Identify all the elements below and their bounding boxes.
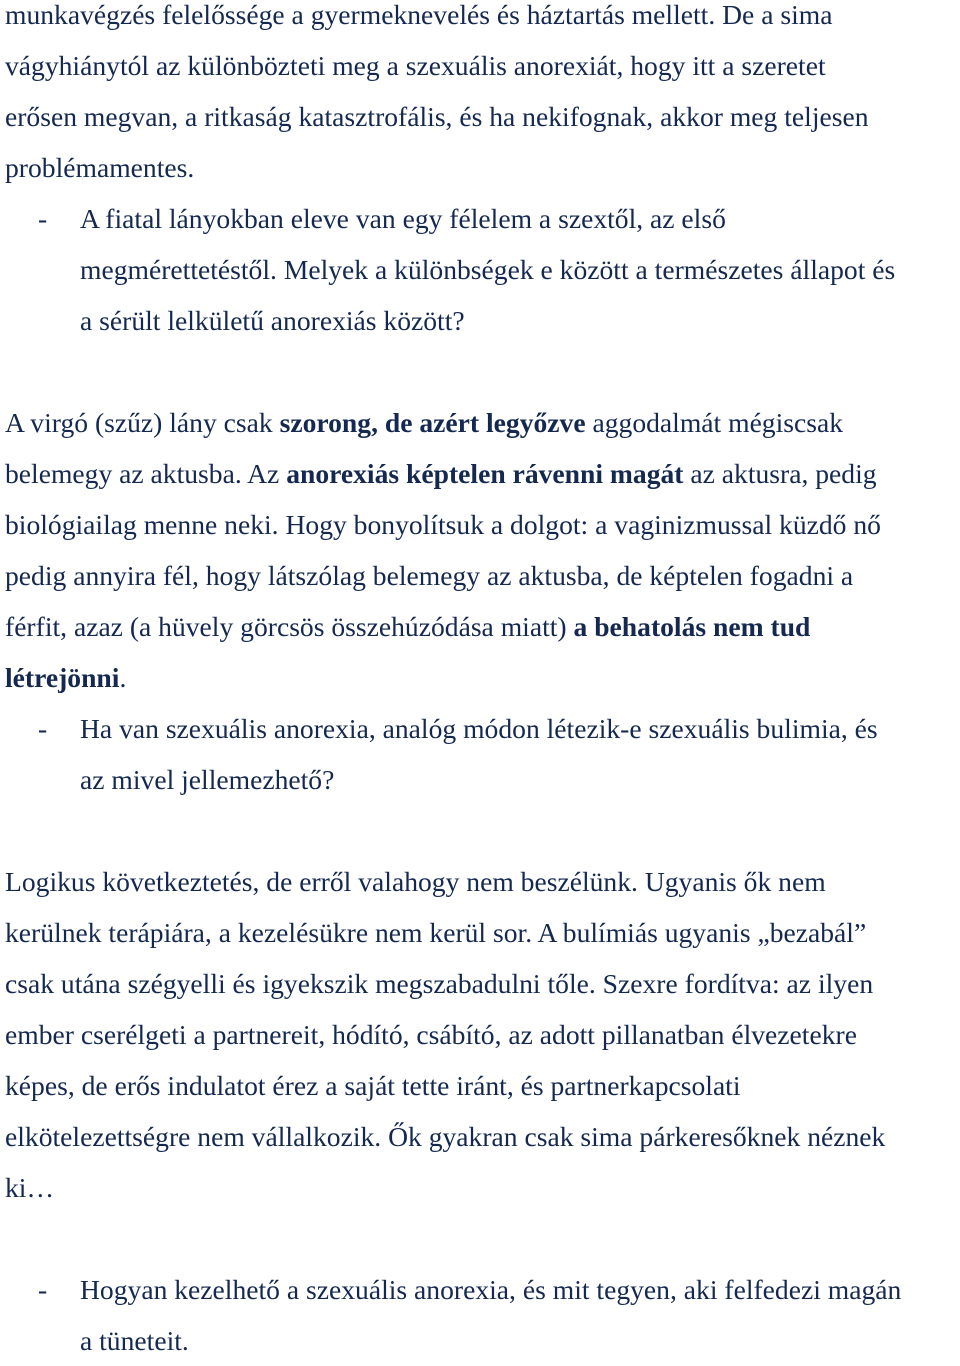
paragraph-gap [0,1213,960,1264]
answer-2 [0,856,960,1213]
emphasis: szorong, de azért legyőzve [279,407,586,438]
question-3 [0,1264,960,1366]
text-line: munkavégzés felelőssége a gyermeknevelés és háztartás mellett. De a sima [5,0,833,30]
question-line: - A fiatal lányokban eleve van egy félelem a szextől, az első [0,193,960,244]
question-line: megmérettetéstől. Melyek a különbségek e között a természetes állapot és [80,254,896,285]
text-line: ember cserélgeti a partnereit, hódító, csábító, az adott pillanatban élvezetekre [5,1019,857,1050]
text-line: vágyhiánytól az különbözteti meg a szexuális anorexiát, hogy itt a szeretet [5,50,826,81]
emphasis: létrejönni [5,662,120,693]
text-line: pedig annyira fél, hogy látszólag belemegy az aktusba, de képtelen fogadni a [5,560,854,591]
emphasis: a behatolás nem tud [573,611,811,642]
text-line: létrejönni. [5,662,127,693]
question-1 [0,193,960,346]
emphasis: anorexiás képtelen rávenni magát [286,458,684,489]
text-line: képes, de erős indulatot érez a saját tette iránt, és partnerkapcsolati [5,1070,741,1101]
text-line: erősen megvan, a ritkaság katasztrofális, és ha nekifognak, akkor meg teljesen [5,101,869,132]
bullet-dash: - [38,713,48,744]
question-line: - Hogyan kezelhető a szexuális anorexia, és mit tegyen, aki felfedezi magán [0,1264,960,1315]
intro-paragraph [0,0,960,193]
question-line: - Ha van szexuális anorexia, analóg módon létezik-e szexuális bulimia, és [0,703,960,754]
paragraph-gap [0,805,960,856]
text-line: elkötelezettségre nem vállalkozik. Ők gyakran csak sima párkeresőknek néznek [5,1121,886,1152]
question-2 [0,703,960,805]
text-line: belemegy az aktusba. Az anorexiás képtelen rávenni magát az aktusra, pedig [5,458,877,489]
text-line: ki… [5,1172,55,1203]
answer-1 [0,397,960,703]
text-line: férfit, azaz (a hüvely görcsös összehúzódása miatt) a behatolás nem tud [5,611,811,642]
bullet-dash: - [38,203,48,234]
text-line: kerülnek terápiára, a kezelésükre nem kerül sor. A bulímiás ugyanis „bezabál” [5,917,867,948]
text-line: csak utána szégyelli és igyekszik megszabadulni tőle. Szexre fordítva: az ilyen [5,968,874,999]
question-line: az mivel jellemezhető? [80,764,335,795]
question-line: a tüneteit. [80,1325,189,1356]
text-line: biológiailag menne neki. Hogy bonyolítsuk a dolgot: a vaginizmussal küzdő nő [5,509,881,540]
text-line: Logikus következtetés, de erről valahogy nem beszélünk. Ugyanis ők nem [5,866,826,897]
question-line: a sérült lelkületű anorexiás között? [80,305,465,336]
bullet-dash: - [38,1274,48,1305]
paragraph-gap [0,346,960,397]
text-line: problémamentes. [5,152,195,183]
text-line: A virgó (szűz) lány csak szorong, de azért legyőzve aggodalmát mégiscsak [5,407,844,438]
